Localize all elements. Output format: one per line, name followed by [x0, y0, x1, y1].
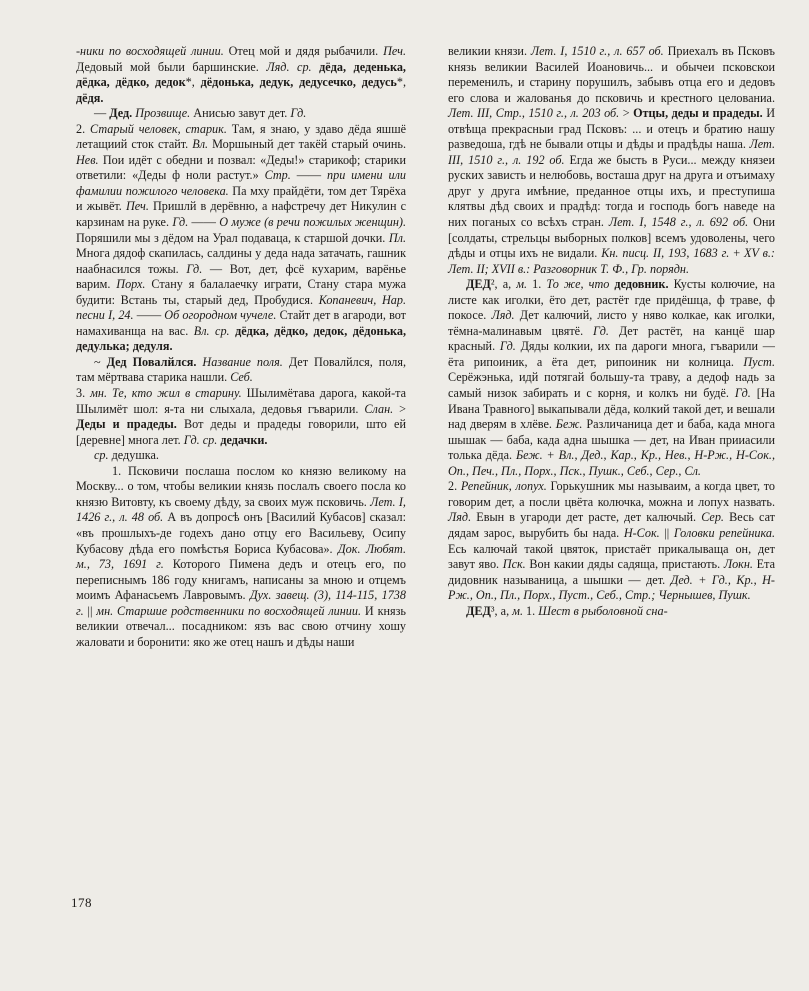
text-run: Там, я знаю, у здаво дёда яшшё летащиий сток стайт. — [76, 121, 406, 152]
text-run: Печ. — [125, 199, 149, 214]
text-run: ср. — [94, 448, 109, 463]
text-run: Дет калючий, листо у няво колкае, как иголки, тёмна-малинавым цвятё. — [448, 308, 775, 338]
text-run: Егда же бысть в Руси... между князеи руских зависть и нелюбовь, восташа друг на друга и отъимаху друг у друга имѣние, преданное отцы ихъ, и преступиша клятвы дѣд своих и прадѣд: тогда и господь богъ наведе на них поганых со всѣхъ стран. — [448, 152, 775, 230]
text-run: Старый человек, старик. — [90, 121, 227, 136]
text-run: великии князи. — [448, 44, 531, 58]
text-run: Нев. — [76, 152, 99, 167]
text-run: > — [393, 401, 406, 416]
text-run: Вот деды и прадеды говорили, што ей [деревне] многа лет. — [76, 417, 406, 447]
text-run: Моршыный дет такёй старый очинь. — [208, 137, 406, 152]
text-run: Прозвище. — [132, 106, 191, 121]
text-run: Они [солдаты, стрельцы выборных полков] всемъ удоволены, чего дѣды и отцы ихъ не видали. — [448, 215, 775, 261]
text-run: Пуст. — [743, 354, 775, 369]
text-run: Пришлй в дерёвню, а нафстречу дет Никулин с карзинам на руке. — [76, 199, 406, 230]
text-run: Печ. — [383, 44, 407, 58]
left-column — [76, 44, 406, 650]
text-run: || — [659, 525, 674, 540]
text-run: Ляд. ср. — [266, 59, 312, 74]
text-run: Гд. — [172, 215, 189, 230]
dictionary-paragraph — [76, 464, 406, 651]
page-number: 178 — [71, 895, 92, 910]
text-run: Отцы, деды и прадеды. — [633, 106, 763, 121]
text-run: > — [619, 106, 634, 121]
text-run: Серёжэнька, идй потягай большу-та траву, а дедоф надь за самый низок забирать и с корня, и колкъ ни будё. — [448, 370, 775, 401]
text-run: Беж. — [555, 417, 583, 432]
text-run: ~ — [94, 354, 107, 369]
text-run: при имени или фамилии пожилого человека. — [76, 168, 407, 198]
text-run: дёдя. — [76, 90, 104, 105]
text-run: 1. — [523, 603, 539, 618]
text-run: Локн. — [723, 557, 753, 572]
text-run: Беж. + Вл., Дед., Кар., Кр., Нев., Н-Рж., Н-Сок., Оп., Печ., Пл., Порх., Пск., Пушк., Себ., Сер., Сл. — [448, 448, 776, 478]
text-run: Дух. завещ. (3), 114-115, 1738 г. — [76, 588, 406, 618]
text-run: Док. Любят. м., 73, 1691 г. — [76, 541, 406, 572]
text-run: Пск. — [502, 557, 526, 572]
text-run: Весь сат дядам зарос, вырубить бы нада. — [448, 510, 776, 540]
text-run: ³, а, — [490, 603, 513, 618]
text-run: Шест в рыболовной сна- — [538, 603, 668, 618]
text-run: Шылимётава дарога, какой-та Шылимёт шол: я-та ни слыхала, дедовья гъварили. — [76, 386, 407, 416]
text-run: м. — [516, 277, 528, 292]
text-run: Дяды колкии, их па дароги многа, гъварили — ёта рипоиник, а ёта дет, рипоиник ни колница. — [448, 339, 775, 369]
dictionary-paragraph — [76, 122, 406, 355]
text-run: Дед. + Гд., Кр., Н-Рж., Оп., Пл., Порх., Пуст., Себ., Стр.; Чернышев, Пушк. — [448, 572, 775, 603]
text-run: [На Ивана Травного] выкапывали дёда, колкий такой дет, и вешали над дверям в хлёве. — [448, 386, 775, 432]
text-run: Об огородном чучеле. — [164, 308, 277, 323]
text-run: Деды и прадеды. — [76, 417, 177, 432]
text-run: + — [729, 246, 744, 261]
text-run: —— — [188, 215, 220, 230]
text-run: 2. — [76, 121, 91, 136]
text-run: -ники по восходящей линии. — [76, 44, 224, 58]
text-run: А въ допросѣ онъ [Василий Кубасов] сказал: «въ прошлыхъ-де годехъ дано отцу его Васильеву, Осипу Кубасову дѣда его помѣстья Бориса Кубасова». — [76, 510, 406, 556]
text-run: Себ. — [230, 370, 253, 385]
text-run: Приехалъ въ Псковъ князь великии Василей Иоановичь... и обычеи псковскои переменилъ, и старину порушилъ, забывъ отца его и дедовъ его слова и жалованья до псковичь и крестного целованиа. — [448, 44, 775, 105]
text-run: мн. Те, кто жил в старину. — [90, 386, 242, 401]
text-run: Гд. — [734, 386, 751, 401]
text-run: Различаница дет и баба, када многа шышак — баба, када адна шышка — дет, на Иван прииасили толька дёда. — [448, 417, 775, 463]
text-run: Стану я балалаечку играти, Стану стара мужа будити: Встань ты, старый дед, Пробудися. — [76, 277, 406, 307]
dictionary-paragraph — [76, 386, 406, 448]
text-run: Гд. — [186, 261, 203, 276]
text-run: ДЕД — [466, 277, 491, 292]
text-run: Пои идёт с обедни и позвал: «Деды!» старикоф; старики ответили: «Деды ф ноли растут.» — [76, 152, 406, 183]
dictionary-paragraph — [448, 44, 775, 277]
text-run: Вл. — [192, 137, 209, 152]
text-run: Гд. — [499, 339, 516, 354]
text-run: Репейник, лопух. — [460, 479, 547, 494]
text-run: Гд. — [593, 323, 609, 338]
text-run: Название поля. — [196, 354, 283, 369]
text-run: Поряшили мы з дёдом на Урал подаваца, к старшой дочки. — [76, 230, 389, 245]
dictionary-paragraph — [448, 604, 775, 620]
text-run: О муже (в речи пожилых женщин). — [219, 215, 406, 230]
text-run: Пл. — [388, 230, 406, 245]
text-run: дёда, деденька, дёдка, дёдко, дедок — [76, 59, 406, 90]
text-run: Ляд. — [448, 510, 472, 525]
text-run: — Вот, дет, фсё кухарим, варёнье варим. — [76, 261, 406, 292]
text-run: Лет. III, Стр., 1510 г., л. 203 об. — [448, 106, 620, 121]
text-run: Которого Пимена дедъ и отецъ его, по переписнымъ 186 году книгамъ, написаны за мною и отцемъ моимъ Афанасьемъ Лавровымъ. — [76, 557, 406, 603]
text-run: Дедовый мой были баршинские. — [76, 59, 267, 74]
text-run: Дет Повалйлся, поля, там мёртвава старика нашли. — [76, 354, 406, 385]
text-run: —— — [290, 168, 327, 183]
text-run: Вл. ср. — [193, 323, 230, 338]
dictionary-paragraph — [76, 44, 406, 106]
text-run: Горькушник мы называим, а когда цвет, то говорим дет, а посли цвёта колючка, можна и лопух назвать. — [448, 479, 775, 509]
text-run: Лет. I, 1510 г., л. 657 об. — [530, 44, 664, 58]
text-run: дёдка, дёдко, дедок, дёдонька, дедулька; дедуля. — [76, 323, 407, 354]
text-run: Ета дидовник называница, а шышки — дет. — [448, 557, 775, 587]
text-run: Многа дядоф скапилась, салдины у деда нада затачать, гашник наабнасился тожы. — [76, 246, 406, 276]
text-run: 1. — [527, 277, 547, 292]
text-run: 3. — [76, 386, 91, 401]
text-run: ², а, — [490, 277, 517, 292]
text-run: Есь калючай такой цвяток, пристаёт прикалываща он, дет завут яво. — [448, 541, 775, 572]
text-run: *, — [185, 75, 201, 90]
text-run: ДЕД — [466, 603, 491, 618]
text-run: Порх. — [116, 277, 146, 292]
text-run: || — [83, 603, 97, 618]
dictionary-paragraph — [76, 355, 406, 386]
text-run: Лет. I, 1548 г., л. 692 об. — [608, 215, 749, 230]
dictionary-paragraph — [448, 479, 775, 603]
text-run: Сер. — [701, 510, 724, 525]
dictionary-paragraph — [448, 277, 775, 479]
text-run: Гд. ср. — [183, 432, 218, 447]
text-run: Ляд. — [491, 308, 515, 323]
text-run: 2. — [448, 479, 461, 494]
text-run: Слан. — [364, 401, 394, 416]
text-run: мн. Старшие родственники по восходящей линии. — [96, 603, 362, 618]
text-run: Лет. III, 1510 г., л. 192 об. — [448, 137, 775, 167]
text-run: Головки репейника. — [673, 525, 775, 540]
dictionary-paragraph — [76, 448, 406, 464]
text-run: Н-Сок. — [623, 525, 660, 540]
text-run: Отец мой и дядя рыбачили. — [223, 44, 384, 58]
text-run: —— — [133, 308, 165, 323]
text-run: м. — [512, 603, 523, 618]
text-run: То же, что — [546, 277, 610, 292]
text-run: Кн. писц. II, 193, 1683 г. — [601, 246, 730, 261]
dictionary-paragraph — [76, 106, 406, 122]
text-run: И отвѣща прекрасныи град Псковъ: ... и отецъ и братию нашу разведоша, гдѣ не бывали отцы и дѣды и прадѣды наша. — [448, 106, 776, 152]
text-run: 1. Псковичи послаша послом ко князю великому на Москву... о том, чтобы великии князь послалъ своего посла ко князю Витовту, къ своему дѣду, за своих муж псковичь. — [76, 463, 406, 509]
text-run: Па мху прайдёти, том дет Тярёха и жывёт. — [76, 183, 406, 214]
text-run: *, — [396, 75, 407, 90]
text-run: Евын в угароди дет расте, дет калючый. — [471, 510, 702, 525]
text-run: дедушка. — [108, 448, 159, 463]
text-run: Стр. — [264, 168, 291, 183]
text-run: дедачки. — [217, 432, 268, 447]
right-column — [448, 44, 775, 619]
text-run: Вон какии дяды садяща, пристають. — [525, 557, 724, 572]
text-run: Копаневич, Нар. песни I, 24. — [76, 292, 406, 323]
text-run: дедовник. — [609, 277, 669, 292]
text-run: Кусты колючие, на листе как иголки, ёто дет, растёт где придёшца, ф траве, ф покосе. — [448, 277, 775, 323]
text-run: дёдонька, дедук, дедусечко, дедусь — [200, 75, 397, 90]
text-run: Дед Повалйлся. — [106, 354, 197, 369]
text-run: — — [94, 106, 110, 121]
text-run: Дед. — [109, 106, 133, 121]
text-run: Стайт дет в агароди, вот намахиванща на вас. — [76, 308, 406, 338]
text-run: Дет растёт, на канцё шар красный. — [448, 323, 775, 354]
text-run: Гд. — [290, 106, 307, 121]
text-run: Лет. I, 1426 г., л. 48 об. — [76, 494, 406, 525]
text-run: Анисью завут дет. — [190, 106, 291, 121]
text-run: И князь великии отвечал... посадником: язъ вас свою отчину хошу жаловати и боронити: яко же отец нашъ и дѣды наши — [76, 603, 406, 649]
text-run: XV в.: Лет. II; XVII в.: Разговорник Т. Ф., Гр. порядн. — [448, 246, 775, 276]
